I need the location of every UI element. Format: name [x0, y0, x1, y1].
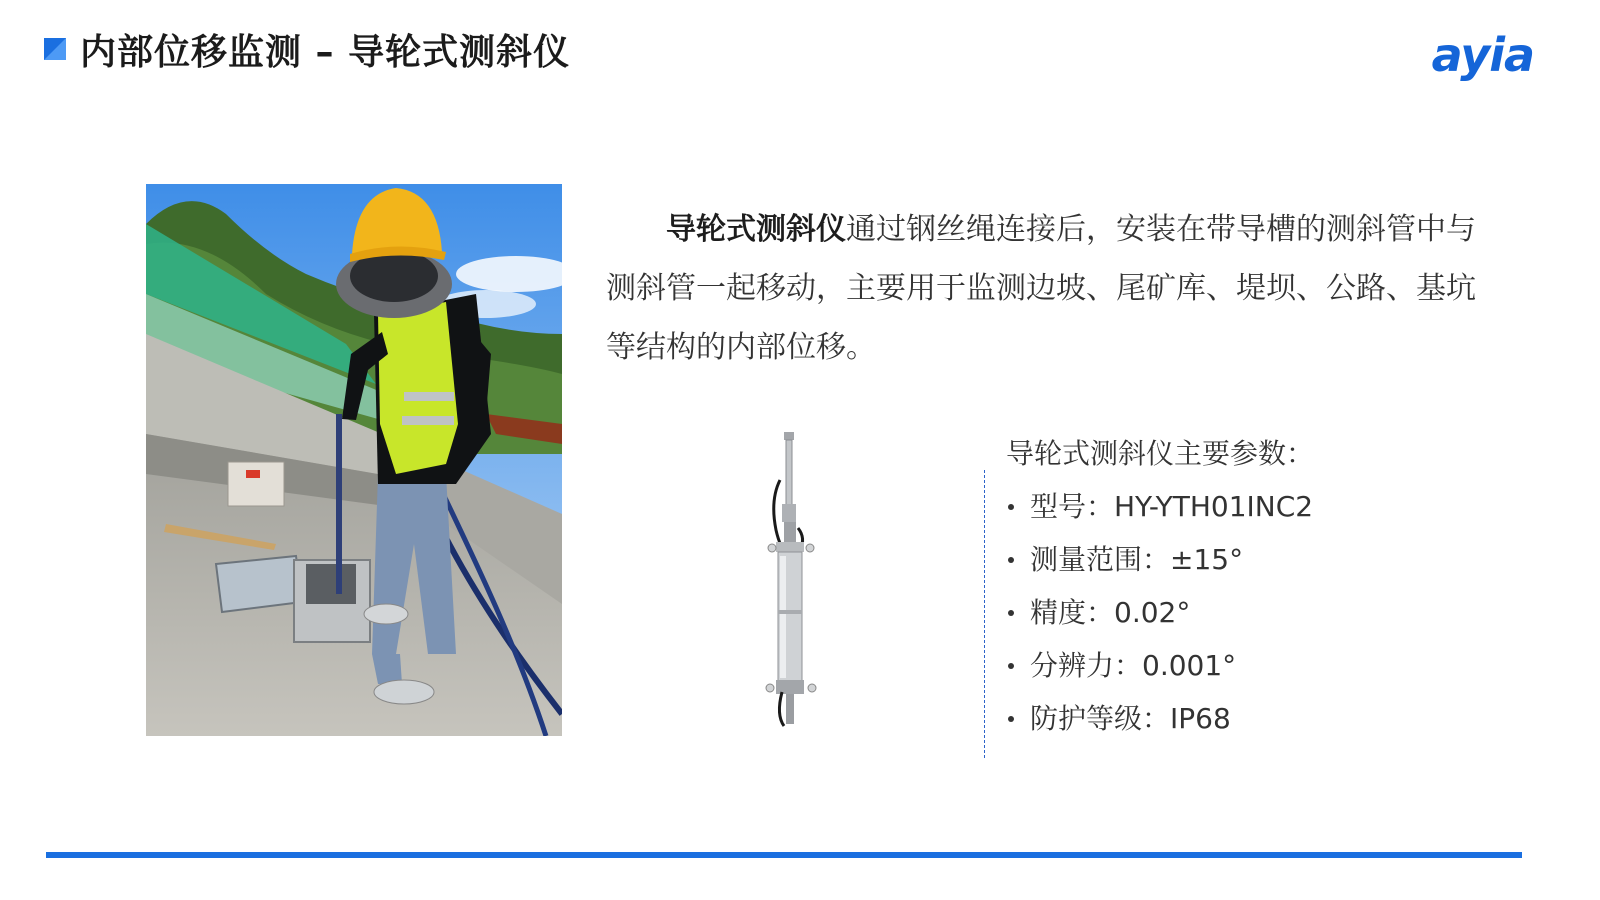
- bullet-icon: [1008, 716, 1014, 722]
- page-title: 内部位移监测 – 导轮式测斜仪: [80, 31, 571, 73]
- bullet-icon: [1008, 663, 1014, 669]
- header: [44, 24, 570, 74]
- list-item: [1006, 692, 1314, 745]
- bullet-icon: [1008, 557, 1014, 563]
- param-label: 分辨力：0.001°: [1030, 649, 1237, 682]
- bullet-icon: [1008, 610, 1014, 616]
- param-label: 测量范围：±15°: [1030, 543, 1244, 576]
- list-item: [1006, 639, 1314, 692]
- inclinometer-image: [740, 430, 840, 740]
- site-photo: [146, 184, 562, 736]
- param-label: 防护等级：IP68: [1030, 702, 1231, 735]
- square-icon: [44, 38, 66, 60]
- param-label: 型号：HY-YTH01INC2: [1030, 490, 1314, 523]
- list-item: [1006, 586, 1314, 639]
- brand-logo: ayia: [1431, 28, 1534, 82]
- parameter-list: [1006, 428, 1314, 745]
- footer-bar: [46, 852, 1522, 858]
- bullet-icon: [1008, 504, 1014, 510]
- parameter-title: 导轮式测斜仪主要参数：: [1006, 437, 1315, 470]
- list-item: [1006, 533, 1314, 586]
- param-label: 精度：0.02°: [1030, 596, 1191, 629]
- list-item: [1006, 480, 1314, 533]
- description-paragraph: [606, 200, 1486, 377]
- description-lead: 导轮式测斜仪: [666, 212, 846, 247]
- section-divider: [984, 470, 985, 758]
- description-body: 通过钢丝绳连接后，安装在带导槽的测斜管中与测斜管一起移动，主要用于监测边坡、尾矿库、堤坝、公路、基坑等结构的内部位移。: [606, 212, 1476, 365]
